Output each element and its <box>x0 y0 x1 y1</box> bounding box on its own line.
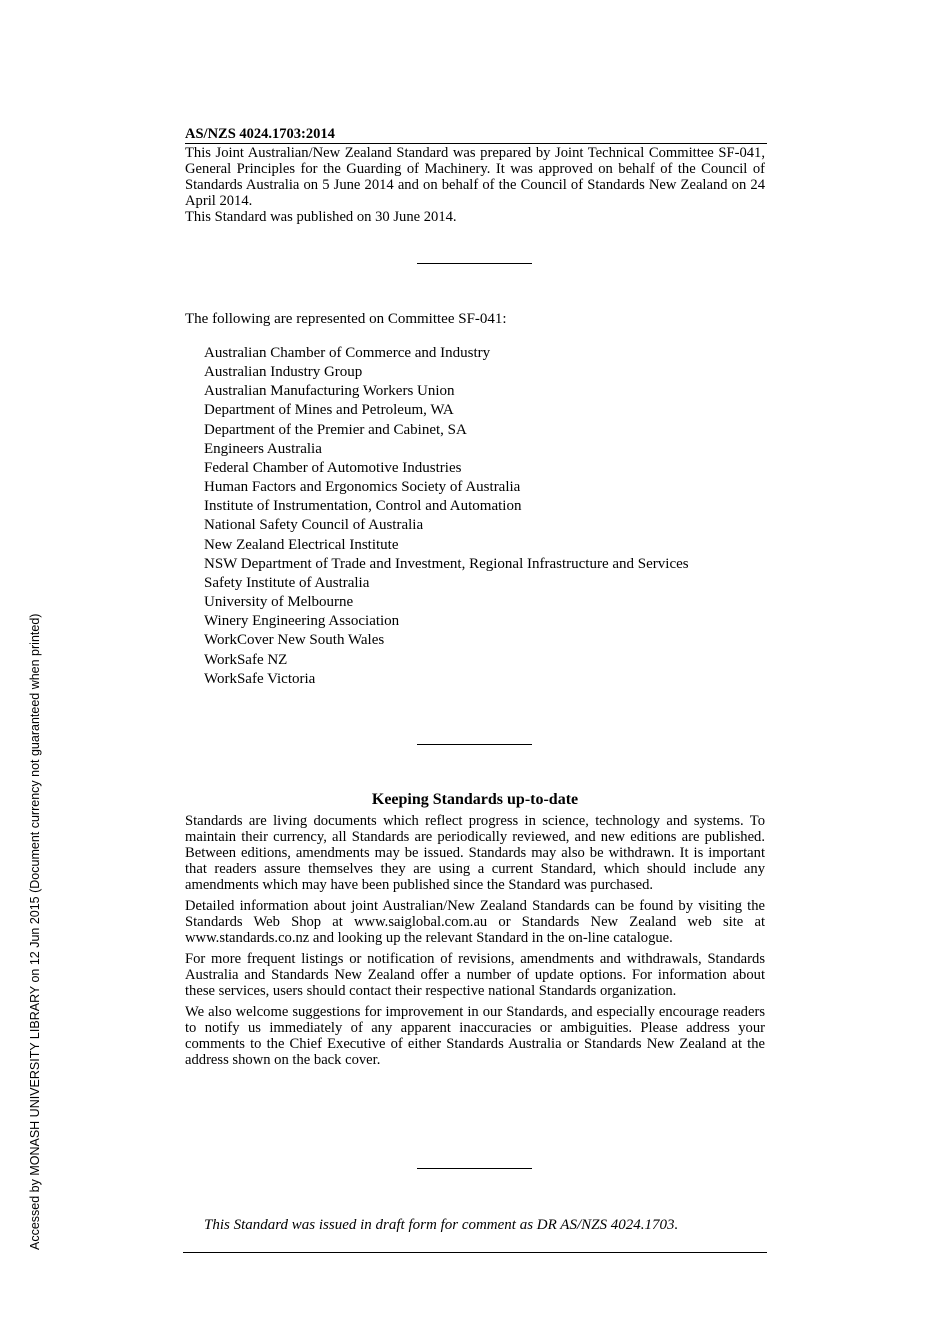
committee-member-list <box>204 344 689 689</box>
document-identifier: AS/NZS 4024.1703:2014 <box>185 126 767 144</box>
committee-member: Department of Mines and Petroleum, WA <box>204 402 454 419</box>
preparation-statement: This Joint Australian/New Zealand Standard was prepared by Joint Technical Committee SF-041, General Principles for the Guarding of Machinery. It was approved on behalf of the Council of Standards Australia on 5 June 2014 and on behalf of the Council of Standards New Zealand on 24 April 2014. <box>185 145 765 209</box>
keeping-paragraph: Detailed information about joint Australian/New Zealand Standards can be found by visiting the Standards Web Shop at www.saiglobal.com.au or Standards New Zealand web site at www.standards.co.nz and looking up the relevant Standard in the on-line catalogue. <box>185 898 765 946</box>
committee-member: National Safety Council of Australia <box>204 517 424 534</box>
committee-member: Winery Engineering Association <box>204 613 400 630</box>
committee-member: Human Factors and Ergonomics Society of Australia <box>204 479 521 496</box>
committee-member: WorkCover New South Wales <box>204 632 385 649</box>
keeping-paragraph: Standards are living documents which reflect progress in science, technology and systems. To maintain their currency, all Standards are periodically reviewed, and new editions are published. Between editions, amendments may be issued. Standards may also be withdrawn. It is important that readers assure themselves they are using a current Standard, which should include any amendments which may have been published since the Standard was purchased. <box>185 813 765 893</box>
keeping-paragraph: We also welcome suggestions for improvement in our Standards, and especially encourage readers to notify us immediately of any apparent inaccuracies or ambiguities. Please address your comments to the Chief Executive of either Standards Australia or Standards New Zealand at the address shown on the back cover. <box>185 1004 765 1068</box>
keeping-standards-heading: Keeping Standards up-to-date <box>371 791 579 808</box>
section-divider <box>417 1168 532 1169</box>
committee-intro: The following are represented on Committee SF-041: <box>185 311 507 327</box>
keeping-standards-body <box>185 813 765 1073</box>
publication-date-statement: This Standard was published on 30 June 2014. <box>185 209 457 225</box>
committee-member: Australian Chamber of Commerce and Industry <box>204 345 491 361</box>
committee-member: WorkSafe Victoria <box>204 670 316 687</box>
section-divider <box>417 744 532 745</box>
draft-form-note: This Standard was issued in draft form for comment as DR AS/NZS 4024.1703. <box>204 1217 679 1233</box>
footer-rule <box>183 1252 767 1253</box>
committee-member: New Zealand Electrical Institute <box>204 536 399 553</box>
access-watermark: Accessed by MONASH UNIVERSITY LIBRARY on 12 Jun 2015 (Document currency not guaranteed when printed) <box>28 613 42 1250</box>
committee-member: Safety Institute of Australia <box>204 574 370 591</box>
committee-member: WorkSafe NZ <box>204 651 288 668</box>
committee-member: NSW Department of Trade and Investment, Regional Infrastructure and Services <box>204 555 689 572</box>
committee-member: Australian Manufacturing Workers Union <box>204 383 455 400</box>
committee-member: University of Melbourne <box>204 594 354 611</box>
committee-member: Department of the Premier and Cabinet, SA <box>204 421 467 438</box>
committee-member: Federal Chamber of Automotive Industries <box>204 459 462 476</box>
section-divider <box>417 263 532 264</box>
committee-member: Australian Industry Group <box>204 364 363 381</box>
committee-member: Institute of Instrumentation, Control and Automation <box>204 498 522 515</box>
committee-member: Engineers Australia <box>204 440 322 457</box>
keeping-paragraph: For more frequent listings or notification of revisions, amendments and withdrawals, Standards Australia and Standards New Zealand offer a number of update options. For information about these services, users should contact their respective national Standards organization. <box>185 951 765 999</box>
